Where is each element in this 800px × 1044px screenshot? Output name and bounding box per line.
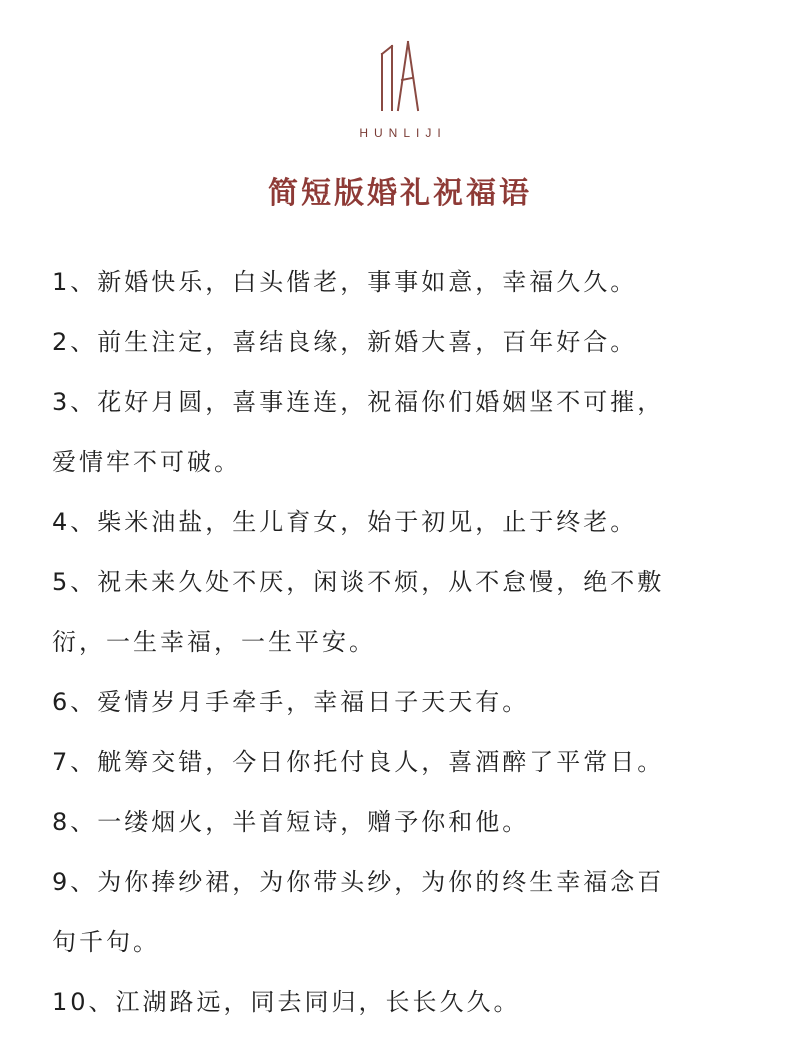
page-title: 简短版婚礼祝福语 — [268, 176, 532, 211]
list-item: 3、花好月圆，喜事连连，祝福你们婚姻坚不可摧， — [52, 388, 665, 416]
list-item: 1、新婚快乐，白头偕老，事事如意，幸福久久。 — [52, 268, 638, 296]
logo-block — [0, 40, 800, 140]
brand-name: HUNLIJI — [359, 126, 447, 140]
blessing-list — [52, 252, 752, 1032]
list-item: 爱情牢不可破。 — [52, 448, 241, 476]
list-item: 衍，一生幸福，一生平安。 — [52, 628, 376, 656]
list-item: 句千句。 — [52, 928, 160, 956]
list-item: 7、觥筹交错，今日你托付良人，喜酒醉了平常日。 — [52, 748, 665, 776]
list-item: 2、前生注定，喜结良缘，新婚大喜，百年好合。 — [52, 328, 638, 356]
hunliji-logo-icon — [378, 40, 422, 112]
list-item: 5、祝未来久处不厌，闲谈不烦，从不怠慢，绝不敷 — [52, 568, 665, 596]
list-item: 4、柴米油盐，生儿育女，始于初见，止于终老。 — [52, 508, 638, 536]
list-item: 8、一缕烟火，半首短诗，赠予你和他。 — [52, 808, 530, 836]
list-item: 6、爱情岁月手牵手，幸福日子天天有。 — [52, 688, 530, 716]
list-item: 9、为你捧纱裙，为你带头纱，为你的终生幸福念百 — [52, 868, 665, 896]
list-item: 10、江湖路远，同去同归，长长久久。 — [52, 988, 521, 1016]
